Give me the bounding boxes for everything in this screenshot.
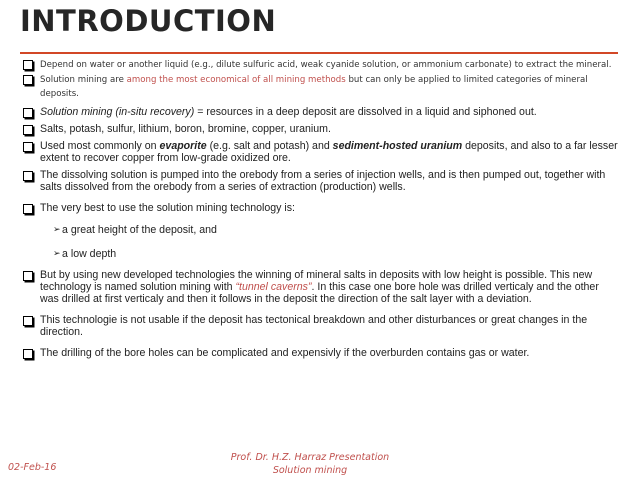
bold-term: sediment-hosted uranium [332,140,463,152]
bullet-text: Salts, potash, sulfur, lithium, boron, bromine, copper, uranium. [40,123,331,135]
sub-bullet-text: a great height of the deposit, and [62,224,217,236]
slide-title: INTRODUCTION [20,4,277,38]
highlight-text: among the most economical of all mining methods [126,75,346,85]
sub-bullet-item [20,248,620,260]
bullet-item [20,123,620,135]
bullet-text-post: but can only be applied to limited categories of mineral deposits. [40,75,588,99]
footer-date: 02-Feb-16 [8,462,57,473]
footer-credit [210,451,410,477]
bullet-text: The dissolving solution is pumped into the orebody from a series of injection wells, and is then pumped out, together with salts dissolved from the orebody from a series of extraction (production) wells. [40,169,606,193]
bullet-item [20,58,620,72]
sub-bullet-item [20,224,620,236]
bullet-text: This technologie is not usable if the deposit has tectonical breakdown and other disturbances or great changes in the direction. [40,314,588,338]
checkbox-bullet-icon [22,59,34,71]
bold-term: evaporite [159,140,207,152]
sub-bullet-text: a low depth [62,248,117,260]
checkbox-bullet-icon [22,107,34,119]
checkbox-bullet-icon [22,124,34,136]
bullet-text-post: = resources in a deep deposit are dissolved in a liquid and siphoned out. [194,106,537,118]
bullet-text-post: . In this case one bore hole was drilled verticaly and the other was drilled at first verticaly and then it follows in the deposit the direction of the salt layer with a deviation. [40,281,599,305]
bullet-text-pre: Used most commonly on [40,140,160,152]
checkbox-bullet-icon [22,270,34,282]
highlight-text: “tunnel caverns” [235,281,312,293]
footer-author: Prof. Dr. H.Z. Harraz Presentation [230,452,390,463]
bullet-text-post: deposits, and also to a far lesser extent to recover copper from low-grade oxidized ore. [40,140,618,164]
footer-topic: Solution mining [272,465,348,476]
checkbox-bullet-icon [22,203,34,215]
checkbox-bullet-icon [22,348,34,360]
bullet-item [20,269,620,305]
checkbox-bullet-icon [22,141,34,153]
bullet-text-mid: (e.g. salt and potash) and [206,140,333,152]
bullet-text-pre: But by using new developed technologies the winning of mineral salts in deposits with low height is possible. This new technology is named solution mining with [40,269,593,293]
bullet-item [20,140,620,164]
bullet-text: The very best to use the solution mining technology is: [40,202,295,214]
checkbox-bullet-icon [22,170,34,182]
bullet-text-pre: Solution mining are [40,75,127,85]
bullet-item [20,106,620,118]
bullet-item [20,314,620,338]
bullet-list [20,58,620,359]
bullet-item [20,169,620,193]
bullet-item [20,73,620,101]
checkbox-bullet-icon [22,74,34,86]
italic-term: Solution mining (in-situ recovery) [40,106,195,118]
bullet-text: The drilling of the bore holes can be complicated and expensivly if the overburden contains gas or water. [40,347,530,359]
bullet-text: Depend on water or another liquid (e.g., dilute sulfuric acid, weak cyanide solution, or ammonium carbonate) to extract the mineral. [40,60,612,70]
checkbox-bullet-icon [22,315,34,327]
title-underline [20,52,618,54]
bullet-item [20,347,620,359]
bullet-item [20,202,620,214]
